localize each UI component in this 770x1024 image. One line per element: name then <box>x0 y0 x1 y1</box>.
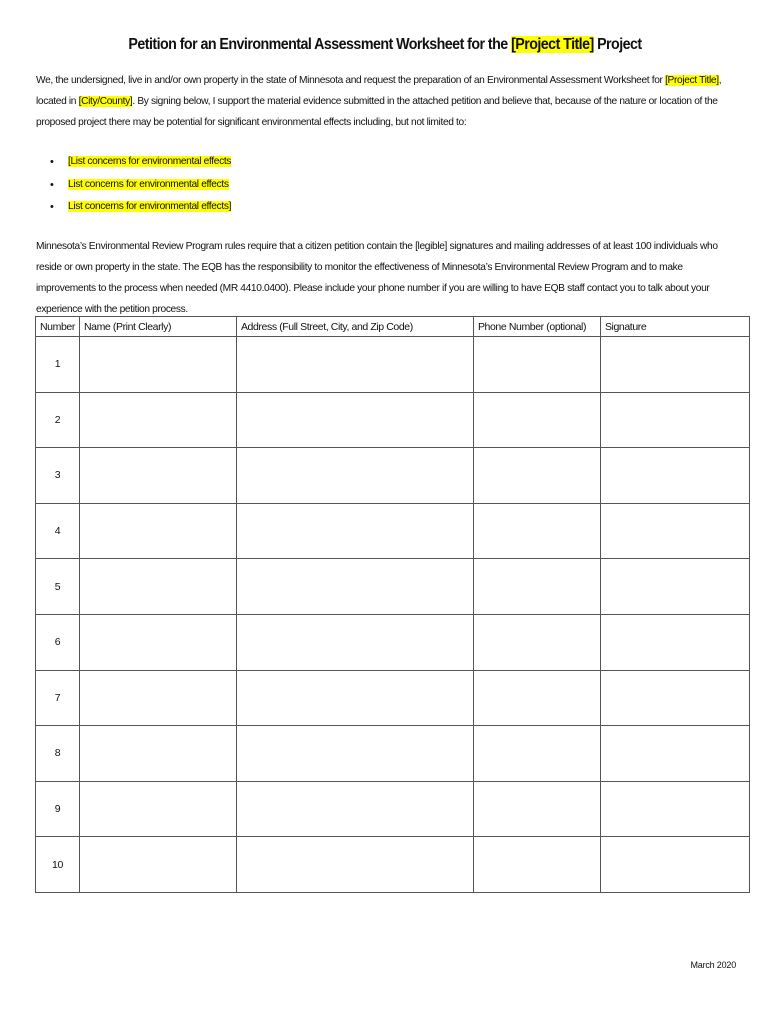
title-before: Petition for an Environmental Assessment Worksheet for the <box>128 36 512 53</box>
table-row <box>36 837 750 893</box>
address-cell[interactable] <box>236 503 473 559</box>
name-cell[interactable] <box>79 781 236 837</box>
signature-cell[interactable] <box>600 670 749 726</box>
phone-cell[interactable] <box>473 726 600 782</box>
address-cell[interactable] <box>236 448 473 504</box>
signature-cell[interactable] <box>600 448 749 504</box>
row-number: 8 <box>36 726 80 782</box>
phone-cell[interactable] <box>473 392 600 448</box>
table-row <box>36 503 750 559</box>
address-cell[interactable] <box>236 670 473 726</box>
name-cell[interactable] <box>79 503 236 559</box>
address-cell[interactable] <box>236 337 473 393</box>
intro-part1: We, the undersigned, live in and/or own property in the state of Minnesota and request the preparation of an Environmental Assessment Worksheet for <box>36 75 666 86</box>
name-cell[interactable] <box>79 559 236 615</box>
phone-cell[interactable] <box>473 670 600 726</box>
signature-cell[interactable] <box>600 726 749 782</box>
signature-cell[interactable] <box>600 392 749 448</box>
header-signature: Signature <box>600 317 749 337</box>
row-number: 10 <box>36 837 80 893</box>
address-cell[interactable] <box>236 726 473 782</box>
address-cell[interactable] <box>236 781 473 837</box>
list-item <box>50 152 231 175</box>
concern-text: List concerns for environmental effects <box>68 178 229 190</box>
rules-paragraph: Minnesota’s Environmental Review Program rules require that a citizen petition contain the [legible] signatures and mailing addresses of at least 100 individuals who reside or own property in the state. The EQB has the responsibility to monitor the effectiveness of Minnesota’s Environmental Review Program and to make improvements to the process when needed (MR 4410.0400). Please include your phone number if you are willing to have EQB staff contact you to talk about your experience with the petition process. <box>36 241 718 315</box>
table-row <box>36 392 750 448</box>
concern-text: List concerns for environmental effects] <box>68 201 232 212</box>
row-number: 7 <box>36 670 80 726</box>
table-row <box>36 337 750 393</box>
table-row <box>36 559 750 615</box>
name-cell[interactable] <box>79 837 236 893</box>
phone-cell[interactable] <box>473 448 600 504</box>
page-title <box>31 36 739 54</box>
name-cell[interactable] <box>79 337 236 393</box>
bullet-icon: • <box>50 201 54 213</box>
signature-cell[interactable] <box>600 614 749 670</box>
intro-city-placeholder: [City/County] <box>78 96 133 107</box>
address-cell[interactable] <box>236 837 473 893</box>
header-phone: Phone Number (optional) <box>473 317 600 337</box>
list-item <box>50 197 231 220</box>
name-cell[interactable] <box>79 448 236 504</box>
bullet-icon: • <box>50 156 54 168</box>
signature-cell[interactable] <box>600 837 749 893</box>
header-name: Name (Print Clearly) <box>79 317 236 337</box>
address-cell[interactable] <box>236 559 473 615</box>
concerns-list <box>50 152 231 220</box>
name-cell[interactable] <box>79 726 236 782</box>
name-cell[interactable] <box>79 614 236 670</box>
phone-cell[interactable] <box>473 614 600 670</box>
intro-project-placeholder: [Project Title] <box>665 75 719 86</box>
address-cell[interactable] <box>236 614 473 670</box>
table-row <box>36 670 750 726</box>
row-number: 9 <box>36 781 80 837</box>
table-header-row <box>36 317 750 337</box>
row-number: 2 <box>36 392 80 448</box>
name-cell[interactable] <box>79 392 236 448</box>
signature-cell[interactable] <box>600 337 749 393</box>
intro-part3: . By signing below, I support the material evidence submitted in the attached petition and believe that, because of the nature or location of the proposed project there may be potential for significant environmental effects including, but not limited to: <box>36 96 718 128</box>
list-item <box>50 175 231 198</box>
table-row <box>36 781 750 837</box>
header-number: Number <box>36 317 80 337</box>
title-after: Project <box>593 36 642 53</box>
row-number: 1 <box>36 337 80 393</box>
name-cell[interactable] <box>79 670 236 726</box>
row-number: 5 <box>36 559 80 615</box>
intro-part2: , located in <box>36 75 722 107</box>
concern-text: [List concerns for environmental effects <box>68 156 232 167</box>
table-row <box>36 726 750 782</box>
table-row <box>36 614 750 670</box>
row-number: 6 <box>36 614 80 670</box>
signature-cell[interactable] <box>600 503 749 559</box>
signature-cell[interactable] <box>600 781 749 837</box>
row-number: 3 <box>36 448 80 504</box>
phone-cell[interactable] <box>473 837 600 893</box>
row-number: 4 <box>36 503 80 559</box>
bullet-icon: • <box>50 178 54 191</box>
phone-cell[interactable] <box>473 337 600 393</box>
phone-cell[interactable] <box>473 559 600 615</box>
table-row <box>36 448 750 504</box>
signature-cell[interactable] <box>600 559 749 615</box>
header-address: Address (Full Street, City, and Zip Code) <box>236 317 473 337</box>
phone-cell[interactable] <box>473 781 600 837</box>
phone-cell[interactable] <box>473 503 600 559</box>
footer-date: March 2020 <box>690 960 736 970</box>
signature-table <box>35 316 750 893</box>
address-cell[interactable] <box>236 392 473 448</box>
intro-paragraph <box>36 70 736 133</box>
title-project-placeholder: [Project Title] <box>511 36 594 53</box>
